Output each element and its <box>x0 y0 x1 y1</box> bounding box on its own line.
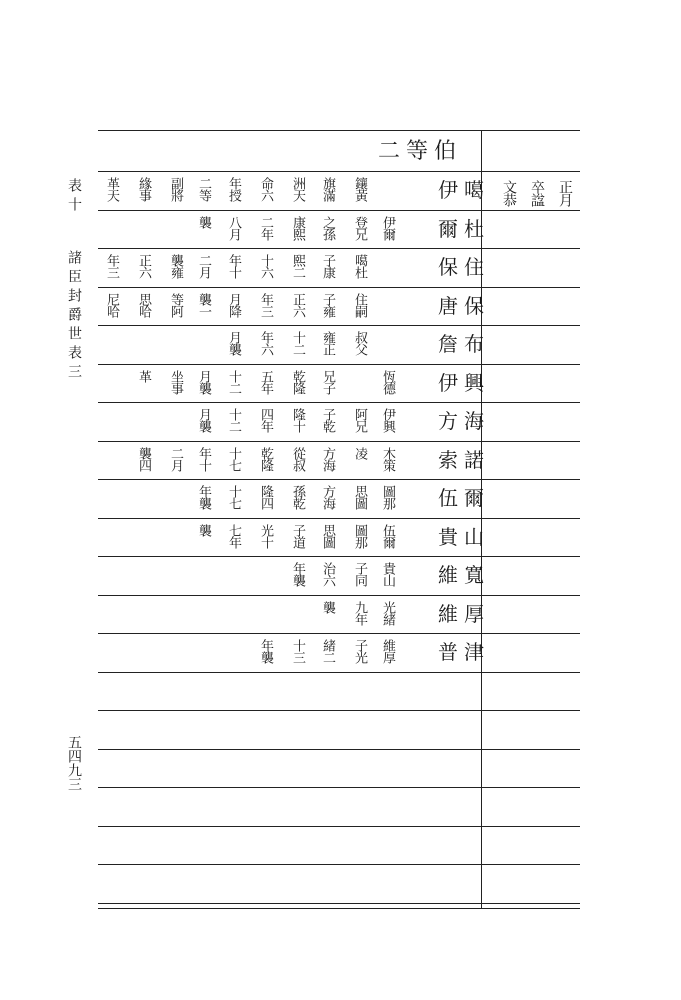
entry-cell-3: 雍正 <box>320 331 335 355</box>
entry-name: 爾杜 <box>438 216 490 241</box>
entry-cell-4: 子道 <box>290 523 305 548</box>
entry-cell-6: 七年 <box>226 523 241 548</box>
entry-cell-2: 叔父 <box>352 331 367 355</box>
entry-cell-3: 方海 <box>320 446 335 471</box>
entry-cell-9: 緣事 <box>136 177 151 201</box>
entry-name: 索諾 <box>438 447 490 472</box>
entry-cell-2: 思圖 <box>352 485 367 509</box>
entry-cell-6: 月降 <box>226 292 241 317</box>
table-bottom-rule <box>98 908 580 909</box>
entry-cell-7: 月襲 <box>196 369 211 394</box>
entry-cell-1: 伊興 <box>380 408 395 432</box>
entry-cell-3: 子雍 <box>320 292 335 317</box>
entry-name: 伊噶 <box>438 178 490 202</box>
entry-cell-5: 光十 <box>258 523 273 548</box>
entry-cell-4: 十三 <box>290 639 305 663</box>
entry-cell-1: 木策 <box>380 446 395 471</box>
entry-cell-3: 思圖 <box>320 523 335 548</box>
entry-cell-10: 尼哈 <box>104 292 119 317</box>
entry-cell-1: 圖那 <box>380 485 395 509</box>
entry-cell-3: 治六 <box>320 562 335 586</box>
row-rule <box>98 441 580 442</box>
empty-row-rule <box>98 826 580 827</box>
entry-name: 唐保 <box>438 293 490 318</box>
row-rule <box>98 595 580 596</box>
entry-cell-7: 襲 <box>196 523 211 536</box>
note-text-a: 正月 <box>557 180 573 206</box>
entry-cell-8: 等阿 <box>168 292 183 317</box>
entry-cell-7: 月襲 <box>196 408 211 432</box>
entry-cell-3: 緒二 <box>320 639 335 663</box>
entry-cell-2: 凌 <box>352 446 367 459</box>
entry-cell-4: 熙二 <box>290 254 305 278</box>
entry-cell-3: 子乾 <box>320 408 335 432</box>
entry-cell-4: 十二 <box>290 331 305 355</box>
entry-cell-9: 襲四 <box>136 446 151 471</box>
entry-cell-9: 思哈 <box>136 292 151 317</box>
entry-cell-7: 年襲 <box>196 485 211 509</box>
row-rule <box>98 518 580 519</box>
entry-cell-10: 革天 <box>104 177 119 201</box>
entry-cell-2: 噶杜 <box>352 254 367 278</box>
page-number: 五四九三 <box>66 735 82 791</box>
entry-cell-5: 年襲 <box>258 639 273 663</box>
entry-cell-9: 革 <box>136 369 151 382</box>
entry-cell-3: 方海 <box>320 485 335 509</box>
entry-cell-8: 坐事 <box>168 369 183 394</box>
entry-cell-5: 五年 <box>258 369 273 394</box>
row-rule <box>98 556 580 557</box>
entry-cell-1: 伍爾 <box>380 523 395 548</box>
entry-cell-8: 襲雍 <box>168 254 183 278</box>
entry-cell-6: 八月 <box>226 215 241 240</box>
empty-row-rule <box>98 710 580 711</box>
entry-cell-7: 二月 <box>196 254 211 278</box>
entry-cell-4: 洲天 <box>290 177 305 201</box>
entry-name: 保住 <box>438 255 490 279</box>
entry-cell-8: 副將 <box>168 177 183 201</box>
entry-cell-1: 恆德 <box>380 369 395 394</box>
entry-name: 維寬 <box>438 563 490 587</box>
row-rule <box>98 672 580 673</box>
empty-row-rule <box>98 864 580 865</box>
note-text-c: 文恭 <box>501 180 517 206</box>
entry-cell-6: 年十 <box>226 254 241 278</box>
entry-cell-5: 十六 <box>258 254 273 278</box>
entry-cell-6: 十七 <box>226 446 241 471</box>
row-rule <box>98 402 580 403</box>
empty-row-rule <box>98 903 580 904</box>
table-top-rule <box>98 130 580 131</box>
entry-name: 維厚 <box>438 601 490 626</box>
entry-cell-6: 月襲 <box>226 331 241 355</box>
entry-cell-4: 年襲 <box>290 562 305 586</box>
entry-cell-1: 貴山 <box>380 562 395 586</box>
entry-cell-1: 光緒 <box>380 600 395 625</box>
row-rule <box>98 287 580 288</box>
volume-label: 表十 <box>66 178 82 216</box>
entry-cell-1: 伊爾 <box>380 215 395 240</box>
entry-name: 方海 <box>438 409 490 433</box>
entry-cell-2: 圖那 <box>352 523 367 548</box>
entry-cell-6: 十七 <box>226 485 241 509</box>
entry-cell-5: 年六 <box>258 331 273 355</box>
page-title: 二等伯 <box>378 139 463 164</box>
entry-cell-2: 子同 <box>352 562 367 586</box>
entry-cell-5: 隆四 <box>258 485 273 509</box>
entry-name: 普津 <box>438 640 490 664</box>
section-label: 諸臣封爵世表三 <box>66 250 82 383</box>
entry-cell-4: 乾隆 <box>290 369 305 394</box>
entry-cell-5: 乾隆 <box>258 446 273 471</box>
row-rule <box>98 479 580 480</box>
row-rule <box>98 364 580 365</box>
entry-cell-2: 住嗣 <box>352 292 367 317</box>
entry-name: 詹布 <box>438 332 490 356</box>
entry-cell-7: 二等 <box>196 177 211 201</box>
entry-cell-2: 九年 <box>352 600 367 625</box>
entry-cell-8: 二月 <box>168 446 183 471</box>
entry-cell-2: 鑲黃 <box>352 177 367 201</box>
entry-name: 伍爾 <box>438 486 490 510</box>
entry-cell-4: 從叔 <box>290 446 305 471</box>
entry-cell-5: 二年 <box>258 215 273 240</box>
entry-cell-3: 襲 <box>320 600 335 613</box>
entry-cell-6: 十二 <box>226 408 241 432</box>
entry-cell-7: 年十 <box>196 446 211 471</box>
entry-cell-2: 阿兄 <box>352 408 367 432</box>
entry-cell-6: 年授 <box>226 177 241 201</box>
entry-cell-4: 隆十 <box>290 408 305 432</box>
entry-cell-5: 年三 <box>258 292 273 317</box>
entry-cell-7: 襲一 <box>196 292 211 317</box>
row-rule <box>98 210 580 211</box>
note-text-b: 卒諡 <box>529 180 545 206</box>
entry-cell-4: 孫乾 <box>290 485 305 509</box>
entry-cell-10: 年三 <box>104 254 119 278</box>
row-rule <box>98 248 580 249</box>
note-divider <box>481 130 482 908</box>
entry-name: 貴山 <box>438 524 490 549</box>
entry-cell-6: 十二 <box>226 369 241 394</box>
entry-cell-2: 子光 <box>352 639 367 663</box>
entry-cell-9: 正六 <box>136 254 151 278</box>
row-rule <box>98 325 580 326</box>
entry-cell-5: 四年 <box>258 408 273 432</box>
entry-cell-3: 兄子 <box>320 369 335 394</box>
empty-row-rule <box>98 787 580 788</box>
entry-name: 伊興 <box>438 370 490 395</box>
header-bottom-rule <box>98 171 580 172</box>
entry-cell-3: 子康 <box>320 254 335 278</box>
entry-cell-3: 之孫 <box>320 215 335 240</box>
entry-cell-4: 康熙 <box>290 215 305 240</box>
empty-row-rule <box>98 749 580 750</box>
row-rule <box>98 633 580 634</box>
entry-cell-2: 登兄 <box>352 215 367 240</box>
entry-cell-5: 命六 <box>258 177 273 201</box>
entry-cell-3: 旗滿 <box>320 177 335 201</box>
entry-cell-7: 襲 <box>196 215 211 228</box>
entry-cell-1: 維厚 <box>380 639 395 663</box>
entry-cell-4: 正六 <box>290 292 305 317</box>
